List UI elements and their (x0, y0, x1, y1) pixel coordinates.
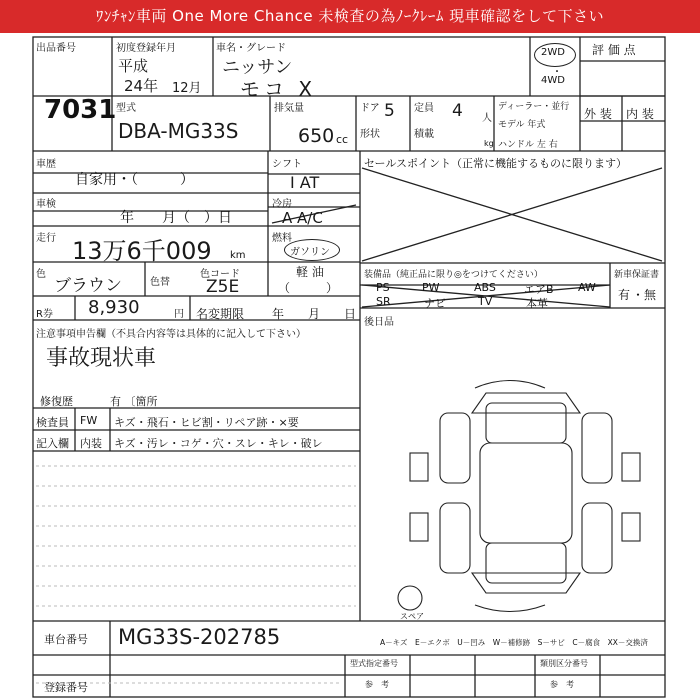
model-year-label: モデル 年式 (498, 120, 546, 130)
era-value: 平成 (118, 57, 149, 75)
fuel-light: 軽 油 (296, 265, 324, 279)
fuel-label: 燃料 (272, 233, 292, 244)
history-value: 自家用・（ ） (75, 172, 194, 188)
equip-leather: 本革 (526, 297, 548, 310)
sales-point-label: セールスポイント（正常に機能するものに限ります） (364, 157, 628, 170)
name-label: 車名・グレード (216, 43, 286, 54)
warranty-yes: 有 (618, 288, 631, 302)
vin-label: 車台番号 (44, 633, 88, 646)
inspect-col-label: 検査員 (36, 416, 69, 429)
mileage-label: 走行 (36, 233, 56, 244)
warranty-sep: ・ (632, 288, 645, 302)
lot-number: 7031 (44, 95, 117, 125)
equip-abs: ABS (474, 281, 496, 294)
spare-label: スペア (400, 612, 424, 621)
new-warranty-label: 新車保証書 (614, 270, 660, 280)
fuel-gas: ガソリン (290, 247, 330, 258)
capacity-label: 定員 (414, 103, 434, 114)
recycle-value: 8,930 (88, 297, 140, 318)
equip-sr: SR (376, 295, 391, 308)
load-unit: kg (484, 139, 494, 148)
name-change-label: 名変期限 (196, 307, 245, 321)
dealer-label: ディーラー・並行 (498, 102, 570, 112)
shift-label: シフト (272, 159, 302, 170)
capacity-unit: 人 (482, 113, 492, 124)
first-reg-label: 初度登録年月 (116, 43, 176, 54)
equip-tv: TV (478, 295, 493, 308)
fuel-paren: （ ） (278, 281, 339, 295)
equip-navi: ナビ (424, 297, 446, 310)
equip-aw: AW (578, 281, 596, 294)
eval-label: 評 価 点 (592, 43, 636, 57)
naiso-text: キズ・汚レ・コゲ・穴・スレ・キレ・破レ (114, 437, 323, 450)
vin-value: MG33S-202785 (118, 625, 281, 649)
notes-value: 事故現状車 (46, 346, 157, 371)
year-value: 24年 (124, 77, 159, 95)
naiso-label: 内装 (80, 437, 102, 450)
color-code-label: 色コード (200, 269, 240, 280)
color-change-label: 色替 (150, 277, 170, 288)
equip-ps: PS (376, 281, 390, 294)
equip-airbag: エアB (524, 283, 554, 296)
handle-label: ハンドル 左 右 (498, 140, 558, 150)
model-code-value: DBA-MG33S (118, 119, 239, 143)
storage-label: 後日品 (364, 317, 394, 328)
color-label: 色 (36, 269, 46, 280)
displacement-value: 650 (298, 125, 335, 147)
drive-dot: ・ (552, 67, 562, 78)
category-label: 類別区分番号 (540, 659, 588, 668)
month-value: 12月 (172, 81, 202, 96)
reference-label-1: 参 考 (365, 680, 389, 689)
color-code-value: Z5E (206, 277, 240, 297)
maker-value: ニッサン (222, 57, 293, 78)
ac-label: 冷房 (272, 199, 292, 210)
displacement-unit: cc (336, 133, 349, 146)
reference-label-2: 参 考 (550, 680, 574, 689)
fw-label: FW (80, 414, 98, 427)
load-label: 積載 (414, 129, 434, 140)
model-name-value: モコ X (240, 77, 317, 101)
recycle-unit: 円 (174, 309, 184, 320)
fw-text: キズ・飛石・ヒビ割・リペア跡・×要 (114, 416, 299, 429)
reg-label: 登録番号 (44, 681, 88, 694)
type-designation-label: 型式指定番号 (350, 659, 398, 668)
warranty-no: 無 (644, 288, 657, 302)
recycle-label: R券 (36, 309, 53, 320)
capacity-value: 4 (452, 101, 463, 121)
top-banner: ﾜﾝﾁｬﾝ車両 One More Chance 未検査の為ﾉｰｸﾚｰﾑ 現車確認をして下さい (0, 0, 700, 33)
mileage-value: 13万6千009 (72, 237, 212, 265)
repair-value: 有 〔箇所 (110, 395, 158, 408)
interior-label: 内 装 (626, 107, 654, 121)
displacement-label: 排気量 (274, 103, 304, 114)
repair-label: 修復歴 (40, 395, 73, 408)
auction-sheet (0, 33, 700, 700)
shift-value: I AT (290, 173, 320, 192)
name-change-value: 年 月 日 (272, 307, 357, 321)
doors-value: 5 (384, 101, 395, 121)
door-label: ドア (360, 103, 380, 114)
color-value: ブラウン (54, 276, 122, 296)
car-diagram (398, 381, 640, 612)
inspection-value: 年 月（ ）日 (120, 210, 232, 226)
drive-4wd: 4WD (541, 75, 565, 86)
drive-2wd: 2WD (541, 47, 565, 58)
shape-label: 形状 (360, 129, 380, 140)
model-code-label: 型式 (116, 103, 136, 114)
inspection-label: 車検 (36, 199, 56, 210)
ac-value: A A/C (282, 209, 323, 227)
legend-text: A－キズ E－エクボ U－凹み W－補修跡 S－サビ C－腐食 XX－交換済 (380, 638, 648, 647)
record-col-label: 記入欄 (36, 437, 69, 450)
exterior-label: 外 装 (584, 107, 612, 121)
history-label: 車歴 (36, 159, 56, 170)
lot-label: 出品番号 (36, 43, 76, 54)
notes-label: 注意事項申告欄（不具合内容等は具体的に記入して下さい） (36, 329, 306, 340)
mileage-unit: km (230, 250, 246, 261)
equip-pw: PW (422, 281, 440, 294)
equipment-label: 装備品（純正品に限り◎をつけてください） (364, 270, 543, 280)
